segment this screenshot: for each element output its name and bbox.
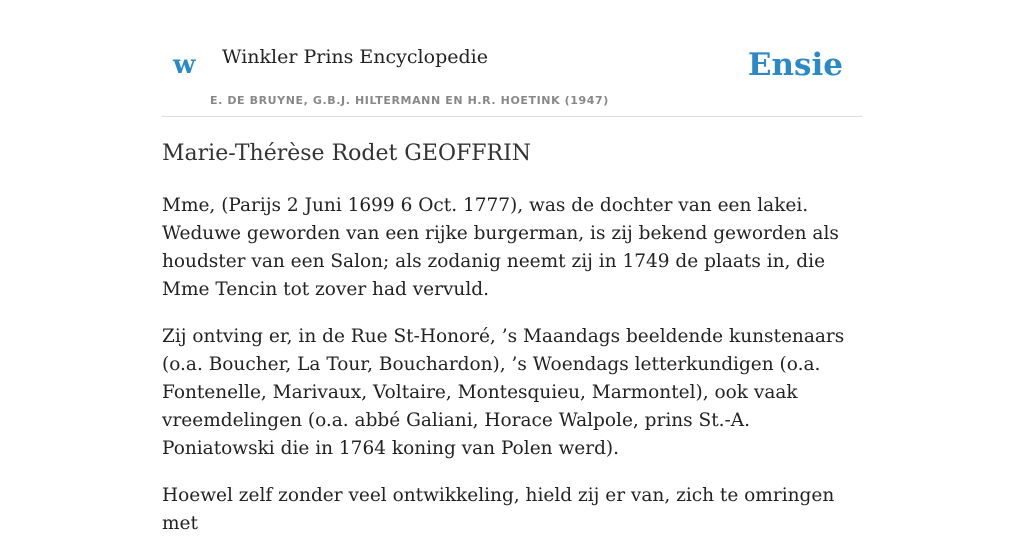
site-title[interactable]: Winkler Prins Encyclopedie <box>222 46 488 68</box>
article <box>162 138 862 538</box>
site-header <box>162 0 862 117</box>
article-paragraph: Zij ontving er, in de Rue St-Honoré, ’s Maandags beeldende kunstenaars (o.a. Boucher, La Tour, Bouchardon), ’s Woendags letterkundigen (o.a. Fontenelle, Marivaux, Voltaire, Montesquieu, Marmontel), ook vaak vreemdelingen (o.a. abbé Galiani, Horace Walpole, prins St.-A. Poniatowski die in 1764 koning van Polen werd). <box>162 326 845 459</box>
article-paragraph: Hoewel zelf zonder veel ontwikkeling, hield zij er van, zich te omringen met <box>162 485 835 534</box>
logo-icon[interactable]: w <box>173 50 196 80</box>
authors-byline: E. DE BRUYNE, G.B.J. HILTERMANN EN H.R. HOETINK (1947) <box>210 94 609 107</box>
article-title: Marie-Thérèse Rodet GEOFFRIN <box>162 141 532 166</box>
article-paragraph: Mme, (Parijs 2 Juni 1699 6 Oct. 1777), was de dochter van een lakei. Weduwe geworden van een rijke burgerman, is zij bekend geworden als houdster van een Salon; als zodanig neemt zij in 1749 de plaats in, die Mme Tencin tot zover had vervuld. <box>162 195 839 300</box>
brand-logo[interactable]: Ensie <box>747 47 843 83</box>
